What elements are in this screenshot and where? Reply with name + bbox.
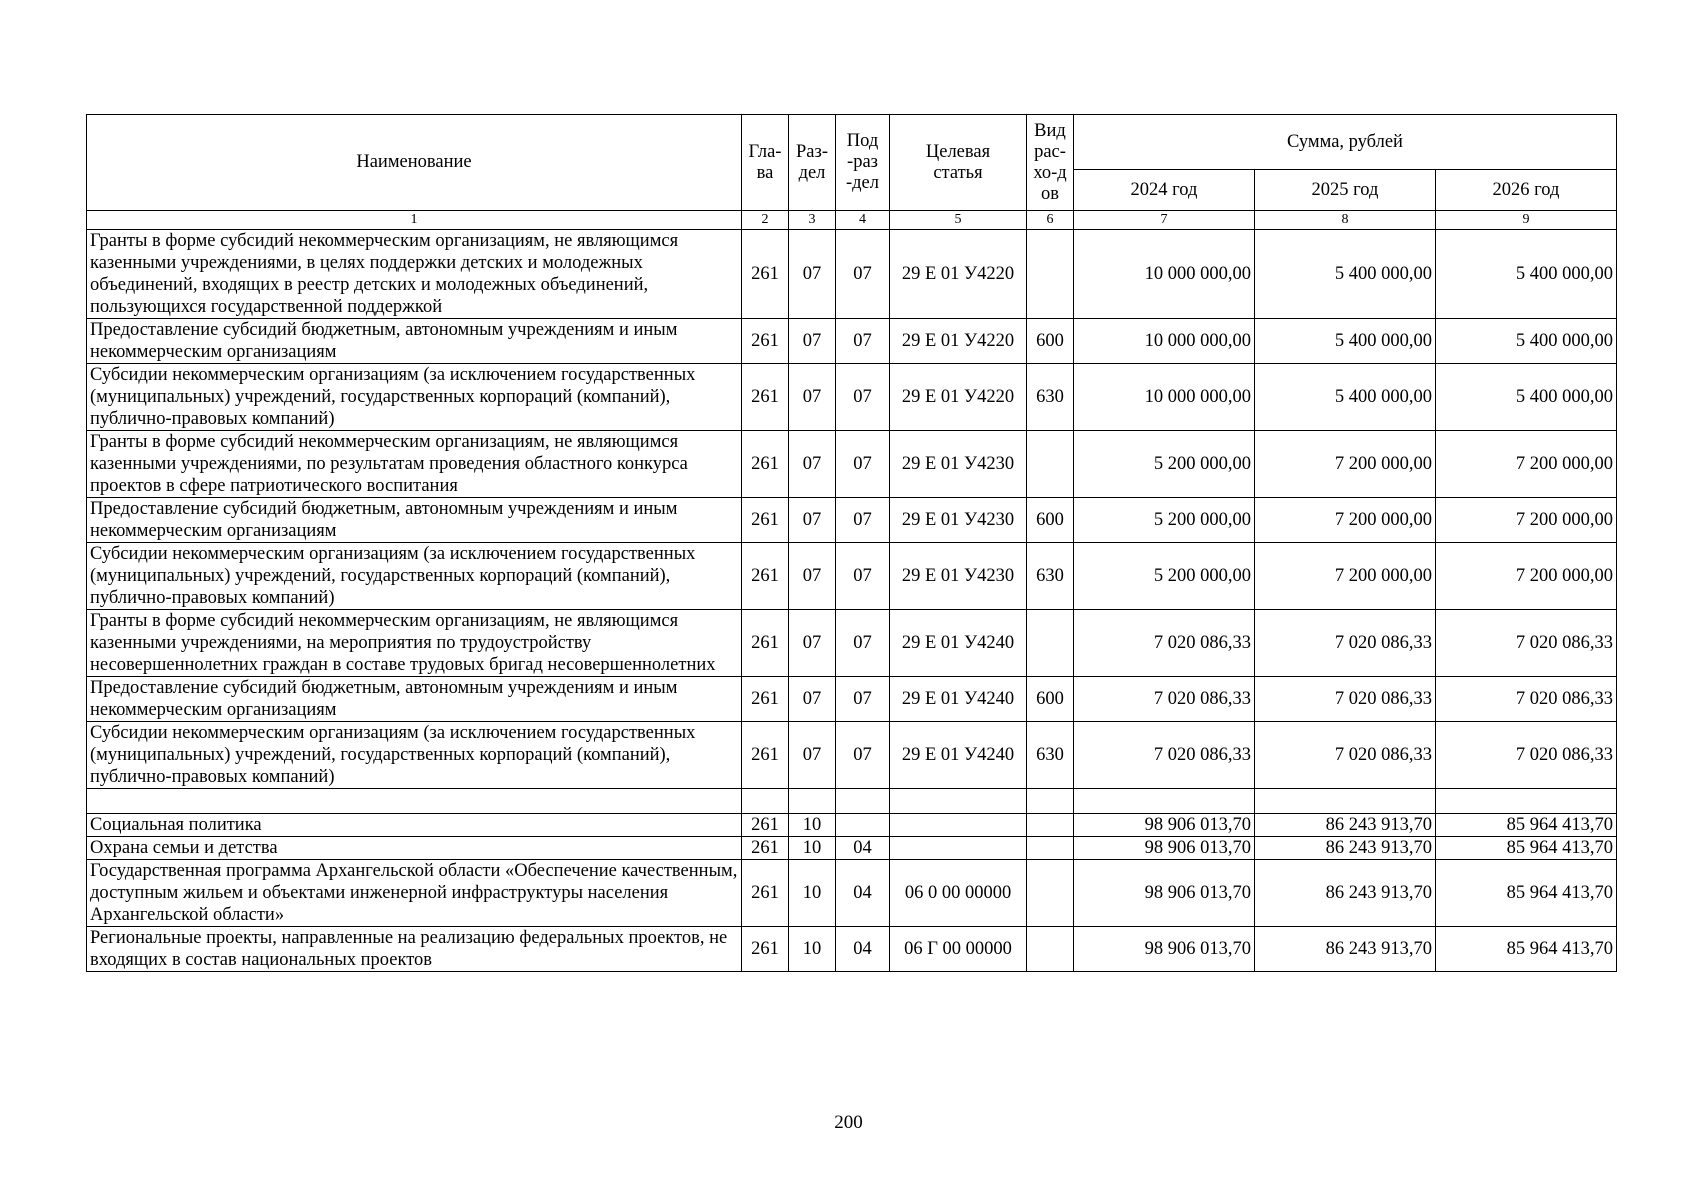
row-celevaya: 29 Е 01 У4240 <box>890 722 1027 789</box>
row-sum-2025: 5 400 000,00 <box>1255 364 1436 431</box>
row-name: Субсидии некоммерческим организациям (за исключением государственных (муниципальных) учреждений, государственных корпораций (компаний), публично-правовых компаний) <box>87 543 742 610</box>
row-sum-2025: 7 200 000,00 <box>1255 498 1436 543</box>
row-podrazdel: 07 <box>836 431 890 498</box>
row-vid: 600 <box>1027 319 1074 364</box>
table-row <box>87 837 1617 860</box>
row-razdel: 10 <box>789 927 836 972</box>
row-name: Государственная программа Архангельской области «Обеспечение качественным, доступным жильем и объектами инженерной инфраструктуры населения Архангельской области» <box>87 860 742 927</box>
row-podrazdel: 04 <box>836 837 890 860</box>
row-celevaya <box>890 814 1027 837</box>
row-sum-2026: 85 964 413,70 <box>1436 927 1617 972</box>
row-sum-2026: 7 200 000,00 <box>1436 543 1617 610</box>
row-vid <box>1027 927 1074 972</box>
table-row <box>87 364 1617 431</box>
row-celevaya <box>890 789 1027 814</box>
row-podrazdel: 07 <box>836 722 890 789</box>
row-sum-2026: 5 400 000,00 <box>1436 364 1617 431</box>
row-glava: 261 <box>742 677 789 722</box>
row-sum-2024: 98 906 013,70 <box>1074 927 1255 972</box>
row-name: Субсидии некоммерческим организациям (за исключением государственных (муниципальных) учреждений, государственных корпораций (компаний), публично-правовых компаний) <box>87 722 742 789</box>
row-podrazdel: 07 <box>836 543 890 610</box>
column-number: 2 <box>742 211 789 230</box>
table-row <box>87 498 1617 543</box>
row-name: Гранты в форме субсидий некоммерческим организациям, не являющимся казенными учреждениями, в целях поддержки детских и молодежных объединений, входящих в реестр детских и молодежных объединений, пользующихся государственной поддержкой <box>87 230 742 319</box>
row-sum-2026: 5 400 000,00 <box>1436 319 1617 364</box>
row-sum-2024: 10 000 000,00 <box>1074 230 1255 319</box>
table-row <box>87 319 1617 364</box>
header-name: Наименование <box>87 115 742 211</box>
row-sum-2024: 98 906 013,70 <box>1074 837 1255 860</box>
table-row <box>87 860 1617 927</box>
row-vid: 630 <box>1027 364 1074 431</box>
row-razdel: 10 <box>789 860 836 927</box>
row-vid <box>1027 860 1074 927</box>
column-number-row <box>87 211 1617 230</box>
row-vid <box>1027 814 1074 837</box>
column-number: 1 <box>87 211 742 230</box>
row-celevaya: 29 Е 01 У4220 <box>890 319 1027 364</box>
row-razdel: 07 <box>789 319 836 364</box>
budget-table <box>86 114 1617 972</box>
row-vid <box>1027 610 1074 677</box>
row-vid <box>1027 230 1074 319</box>
row-sum-2024: 7 020 086,33 <box>1074 677 1255 722</box>
row-razdel: 07 <box>789 230 836 319</box>
row-sum-2025: 86 243 913,70 <box>1255 927 1436 972</box>
row-vid <box>1027 789 1074 814</box>
row-sum-2025: 7 020 086,33 <box>1255 610 1436 677</box>
row-vid <box>1027 837 1074 860</box>
header-summa: Сумма, рублей <box>1074 115 1617 170</box>
table-row <box>87 722 1617 789</box>
header-2025: 2025 год <box>1255 170 1436 211</box>
row-vid <box>1027 431 1074 498</box>
row-razdel: 07 <box>789 431 836 498</box>
table-body <box>87 230 1617 972</box>
row-razdel: 10 <box>789 837 836 860</box>
row-sum-2026: 7 020 086,33 <box>1436 610 1617 677</box>
row-sum-2024: 98 906 013,70 <box>1074 860 1255 927</box>
row-sum-2025: 7 200 000,00 <box>1255 431 1436 498</box>
row-sum-2025: 86 243 913,70 <box>1255 837 1436 860</box>
row-sum-2024: 5 200 000,00 <box>1074 431 1255 498</box>
row-sum-2026: 7 200 000,00 <box>1436 498 1617 543</box>
row-podrazdel: 07 <box>836 230 890 319</box>
row-sum-2026: 85 964 413,70 <box>1436 837 1617 860</box>
row-sum-2024: 5 200 000,00 <box>1074 498 1255 543</box>
row-sum-2026: 7 020 086,33 <box>1436 677 1617 722</box>
row-name: Охрана семьи и детства <box>87 837 742 860</box>
row-razdel: 07 <box>789 543 836 610</box>
row-glava <box>742 789 789 814</box>
table-row <box>87 677 1617 722</box>
row-celevaya: 29 Е 01 У4220 <box>890 230 1027 319</box>
row-vid: 630 <box>1027 543 1074 610</box>
row-razdel: 07 <box>789 722 836 789</box>
row-sum-2025: 5 400 000,00 <box>1255 230 1436 319</box>
row-razdel: 07 <box>789 677 836 722</box>
row-glava: 261 <box>742 230 789 319</box>
column-number: 6 <box>1027 211 1074 230</box>
row-sum-2026 <box>1436 789 1617 814</box>
column-number: 8 <box>1255 211 1436 230</box>
row-glava: 261 <box>742 610 789 677</box>
row-glava: 261 <box>742 498 789 543</box>
row-celevaya: 29 Е 01 У4230 <box>890 431 1027 498</box>
row-name: Региональные проекты, направленные на реализацию федеральных проектов, не входящих в состав национальных проектов <box>87 927 742 972</box>
header-razdel: Раз-дел <box>789 115 836 211</box>
row-sum-2026: 7 200 000,00 <box>1436 431 1617 498</box>
row-sum-2024: 10 000 000,00 <box>1074 364 1255 431</box>
row-glava: 261 <box>742 814 789 837</box>
row-glava: 261 <box>742 722 789 789</box>
column-number: 3 <box>789 211 836 230</box>
row-podrazdel: 07 <box>836 364 890 431</box>
column-number: 4 <box>836 211 890 230</box>
row-razdel: 07 <box>789 498 836 543</box>
row-sum-2024: 5 200 000,00 <box>1074 543 1255 610</box>
row-name: Гранты в форме субсидий некоммерческим организациям, не являющимся казенными учреждениями, на мероприятия по трудоустройству несовершеннолетних граждан в составе трудовых бригад несовершеннолетних <box>87 610 742 677</box>
row-celevaya: 06 Г 00 00000 <box>890 927 1027 972</box>
row-podrazdel <box>836 814 890 837</box>
row-name: Предоставление субсидий бюджетным, автономным учреждениям и иным некоммерческим организациям <box>87 677 742 722</box>
row-podrazdel <box>836 789 890 814</box>
header-2026: 2026 год <box>1436 170 1617 211</box>
row-glava: 261 <box>742 319 789 364</box>
row-vid: 600 <box>1027 677 1074 722</box>
row-celevaya: 29 Е 01 У4230 <box>890 498 1027 543</box>
row-name: Предоставление субсидий бюджетным, автономным учреждениям и иным некоммерческим организациям <box>87 498 742 543</box>
row-podrazdel: 07 <box>836 610 890 677</box>
column-number: 9 <box>1436 211 1617 230</box>
row-sum-2024: 7 020 086,33 <box>1074 722 1255 789</box>
table-row <box>87 431 1617 498</box>
row-glava: 261 <box>742 837 789 860</box>
column-number: 5 <box>890 211 1027 230</box>
row-sum-2025: 5 400 000,00 <box>1255 319 1436 364</box>
table-header <box>87 115 1617 230</box>
row-name: Субсидии некоммерческим организациям (за исключением государственных (муниципальных) учреждений, государственных корпораций (компаний), публично-правовых компаний) <box>87 364 742 431</box>
header-podrazdel: Под-раз-дел <box>836 115 890 211</box>
row-glava: 261 <box>742 860 789 927</box>
header-celevaya: Целевая статья <box>890 115 1027 211</box>
row-glava: 261 <box>742 431 789 498</box>
table-row <box>87 610 1617 677</box>
row-sum-2024: 7 020 086,33 <box>1074 610 1255 677</box>
row-sum-2026: 7 020 086,33 <box>1436 722 1617 789</box>
row-glava: 261 <box>742 543 789 610</box>
row-podrazdel: 04 <box>836 860 890 927</box>
table-row <box>87 789 1617 814</box>
table-row <box>87 230 1617 319</box>
header-glava: Гла-ва <box>742 115 789 211</box>
table-row <box>87 814 1617 837</box>
row-razdel: 10 <box>789 814 836 837</box>
row-sum-2024: 10 000 000,00 <box>1074 319 1255 364</box>
row-celevaya <box>890 837 1027 860</box>
row-podrazdel: 07 <box>836 498 890 543</box>
row-sum-2025: 86 243 913,70 <box>1255 814 1436 837</box>
row-sum-2024 <box>1074 789 1255 814</box>
row-glava: 261 <box>742 364 789 431</box>
row-sum-2025 <box>1255 789 1436 814</box>
header-vid: Вид рас-хо-дов <box>1027 115 1074 211</box>
row-razdel: 07 <box>789 364 836 431</box>
row-celevaya: 29 Е 01 У4240 <box>890 610 1027 677</box>
header-2024: 2024 год <box>1074 170 1255 211</box>
page-number: 200 <box>834 1112 863 1133</box>
table-row <box>87 543 1617 610</box>
row-sum-2026: 5 400 000,00 <box>1436 230 1617 319</box>
row-podrazdel: 04 <box>836 927 890 972</box>
row-sum-2026: 85 964 413,70 <box>1436 814 1617 837</box>
table-row <box>87 927 1617 972</box>
row-name: Гранты в форме субсидий некоммерческим организациям, не являющимся казенными учреждениями, по результатам проведения областного конкурса проектов в сфере патриотического воспитания <box>87 431 742 498</box>
row-celevaya: 29 Е 01 У4230 <box>890 543 1027 610</box>
row-sum-2024: 98 906 013,70 <box>1074 814 1255 837</box>
row-name: Социальная политика <box>87 814 742 837</box>
row-name <box>87 789 742 814</box>
row-podrazdel: 07 <box>836 319 890 364</box>
column-number: 7 <box>1074 211 1255 230</box>
row-name: Предоставление субсидий бюджетным, автономным учреждениям и иным некоммерческим организациям <box>87 319 742 364</box>
row-sum-2026: 85 964 413,70 <box>1436 860 1617 927</box>
row-sum-2025: 7 020 086,33 <box>1255 677 1436 722</box>
row-razdel <box>789 789 836 814</box>
row-celevaya: 29 Е 01 У4240 <box>890 677 1027 722</box>
row-celevaya: 06 0 00 00000 <box>890 860 1027 927</box>
row-razdel: 07 <box>789 610 836 677</box>
row-sum-2025: 7 020 086,33 <box>1255 722 1436 789</box>
row-sum-2025: 86 243 913,70 <box>1255 860 1436 927</box>
row-vid: 600 <box>1027 498 1074 543</box>
row-podrazdel: 07 <box>836 677 890 722</box>
row-sum-2025: 7 200 000,00 <box>1255 543 1436 610</box>
row-glava: 261 <box>742 927 789 972</box>
row-celevaya: 29 Е 01 У4220 <box>890 364 1027 431</box>
row-vid: 630 <box>1027 722 1074 789</box>
